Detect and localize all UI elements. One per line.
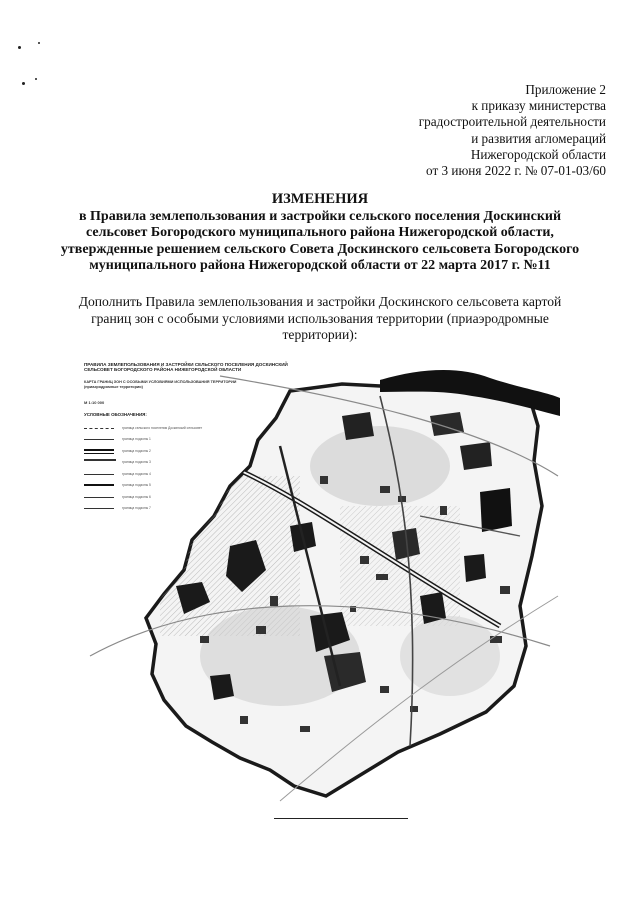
appendix-line: градостроительной деятельности: [418, 114, 606, 130]
legend-label: граница подзоны 4: [122, 471, 151, 476]
map-subtitle: [84, 380, 324, 389]
title-line: в Правила землепользования и застройки сельского поселения Доскинский: [78, 208, 562, 224]
map-heading-line: ПРАВИЛА ЗЕМЛЕПОЛЬЗОВАНИЯ И ЗАСТРОЙКИ СЕЛЬСКОГО ПОСЕЛЕНИЯ ДОСКИНСКИЙ: [84, 362, 288, 367]
legend-item: [84, 445, 224, 457]
appendix-line: и развития агломераций: [471, 130, 606, 146]
legend-label: граница подзоны 2: [122, 448, 151, 453]
legend-item: [84, 491, 224, 503]
legend-symbol: [84, 482, 114, 488]
appendix-line: от 3 июня 2022 г. № 07-01-03/60: [426, 163, 606, 179]
legend-symbol: [84, 471, 114, 477]
appendix-header: [419, 82, 606, 179]
title-heading: ИЗМЕНЕНИЯ: [271, 191, 369, 207]
legend-symbol: [84, 494, 114, 500]
map-legend: [84, 422, 224, 514]
map-heading: [84, 362, 384, 373]
scan-speck: [18, 46, 21, 49]
map-subtitle-line: КАРТА ГРАНИЦ ЗОН С ОСОБЫМИ УСЛОВИЯМИ ИСПОЛЬЗОВАНИЯ ТЕРРИТОРИИ: [84, 380, 237, 384]
appendix-line: к приказу министерства: [471, 98, 606, 114]
legend-label: граница подзоны 1: [122, 437, 151, 442]
title-line: муниципального района Нижегородской области от 22 марта 2017 г. №11: [89, 258, 551, 273]
lead-line: границ зон с особыми условиями использования территории (приаэродромные: [91, 310, 549, 326]
zone-map: [80, 356, 562, 806]
legend-label: граница подзоны 5: [122, 483, 151, 488]
legend-label: граница подзоны 6: [122, 494, 151, 499]
legend-title: УСЛОВНЫЕ ОБОЗНАЧЕНИЯ:: [84, 412, 147, 417]
lead-line: Дополнить Правила землепользования и застройки Доскинского сельсовета картой: [78, 294, 562, 309]
legend-symbol: [84, 448, 114, 454]
title-line: утвержденные решением сельского Совета Доскинского сельсовета Богородского: [60, 241, 580, 257]
lead-paragraph: [60, 294, 580, 344]
footer-rule: [274, 818, 408, 819]
legend-item: [84, 468, 224, 480]
appendix-line: Нижегородской области: [470, 146, 606, 162]
legend-symbol: [84, 459, 114, 465]
map-heading-line: СЕЛЬСОВЕТ БОГОРОДСКОГО РАЙОНА НИЖЕГОРОДСКОЙ ОБЛАСТИ: [84, 367, 242, 373]
lead-line: территории):: [282, 327, 358, 342]
legend-label: граница подзоны 3: [122, 460, 151, 465]
appendix-line: Приложение 2: [525, 82, 606, 97]
legend-label: граница сельского поселения Доскинский сельсовет: [122, 425, 203, 430]
scan-speck: [38, 42, 40, 44]
legend-label: граница подзоны 7: [122, 506, 151, 511]
legend-item: [84, 457, 224, 469]
legend-item: [84, 422, 224, 434]
legend-item: [84, 503, 224, 515]
legend-symbol: [84, 436, 114, 442]
scan-speck: [22, 82, 25, 85]
legend-item: [84, 434, 224, 446]
scan-speck: [35, 78, 37, 80]
map-scale: М 1:10 000: [84, 400, 105, 405]
legend-item: [84, 480, 224, 492]
legend-symbol: [84, 505, 114, 511]
legend-symbol: [84, 425, 114, 431]
map-subtitle-line: (приаэродромные территории): [84, 384, 143, 389]
title-line: сельсовет Богородского муниципального района Нижегородской области,: [86, 225, 554, 240]
document-title: [40, 191, 600, 275]
